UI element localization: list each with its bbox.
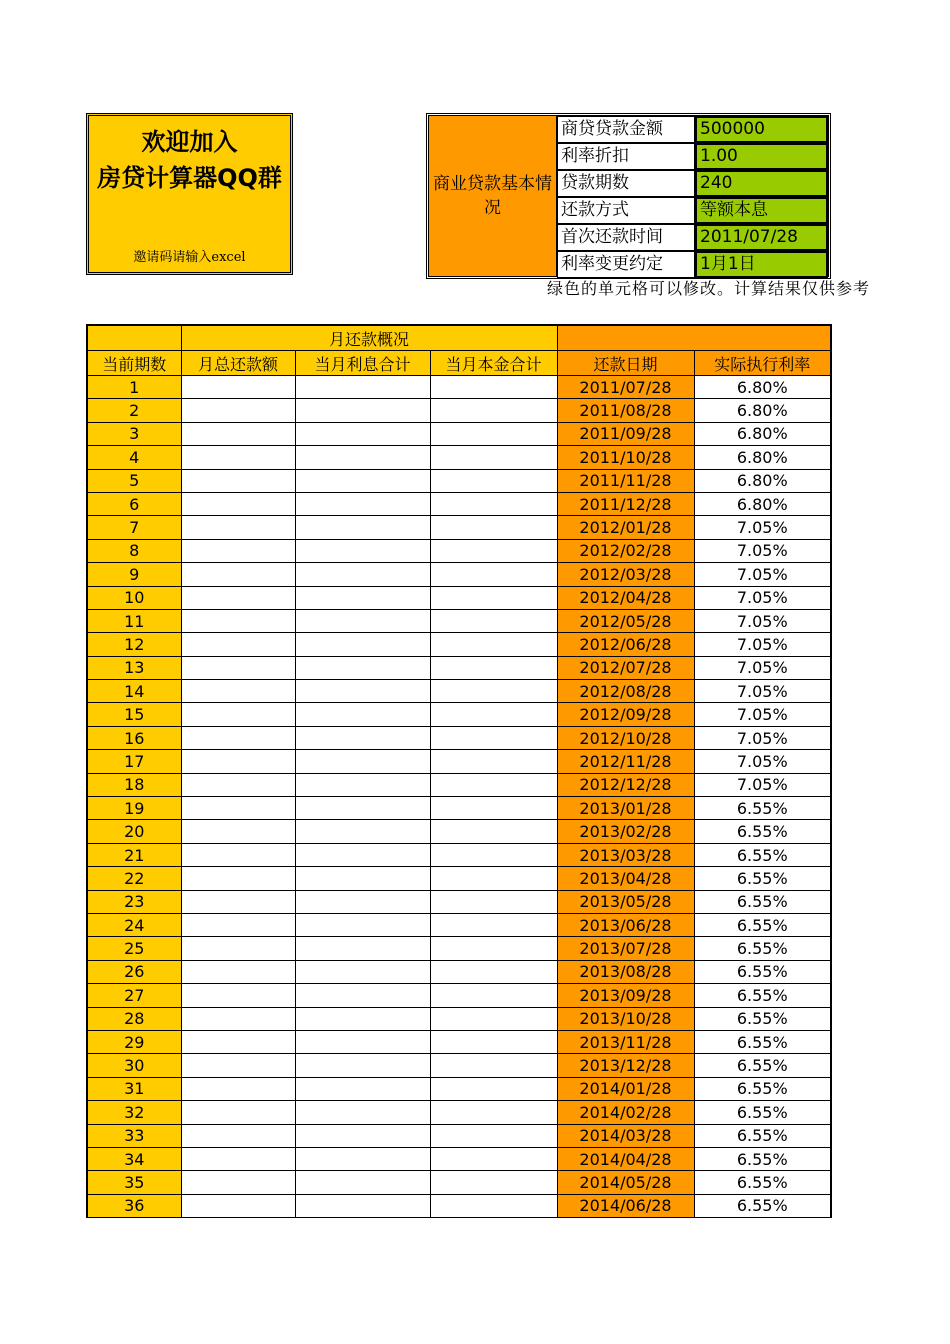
principal-cell [430,680,557,703]
principal-cell [430,820,557,843]
interest-cell [295,1054,430,1077]
table-row [87,469,831,492]
table-row [87,446,831,469]
date-cell: 2012/04/28 [557,586,694,609]
table-row [87,843,831,866]
monthly-total-cell [181,890,295,913]
rate-cell: 7.05% [694,563,831,586]
period-cell: 6 [87,492,181,515]
interest-cell [295,563,430,586]
rate-cell: 6.55% [694,960,831,983]
date-cell: 2013/01/28 [557,797,694,820]
table-row [87,1007,831,1030]
info-label: 首次还款时间 [557,224,695,251]
monthly-total-cell [181,867,295,890]
interest-cell [295,1030,430,1053]
period-cell: 15 [87,703,181,726]
monthly-total-cell [181,820,295,843]
date-cell: 2012/01/28 [557,516,694,539]
monthly-total-cell [181,656,295,679]
interest-cell [295,656,430,679]
interest-cell [295,422,430,445]
date-cell: 2014/04/28 [557,1147,694,1170]
interest-cell [295,820,430,843]
principal-cell [430,1194,557,1217]
repayment-table [86,324,832,1218]
principal-cell [430,1077,557,1100]
period-cell: 24 [87,913,181,936]
monthly-total-cell [181,1124,295,1147]
col-header-principal: 当月本金合计 [430,351,557,376]
principal-cell [430,656,557,679]
principal-cell [430,1147,557,1170]
info-label: 还款方式 [557,197,695,224]
date-cell: 2013/12/28 [557,1054,694,1077]
rate-cell: 6.55% [694,1030,831,1053]
table-row [87,820,831,843]
col-header-total: 月总还款额 [181,351,295,376]
table-row [87,1194,831,1217]
principal-cell [430,726,557,749]
rate-cell: 6.55% [694,1124,831,1147]
rate-cell: 6.80% [694,469,831,492]
period-cell: 8 [87,539,181,562]
principal-cell [430,586,557,609]
date-cell: 2013/10/28 [557,1007,694,1030]
period-cell: 25 [87,937,181,960]
period-cell: 33 [87,1124,181,1147]
period-cell: 7 [87,516,181,539]
col-header-period: 当前期数 [87,351,181,376]
group-header-blank [557,325,831,351]
table-row [87,609,831,632]
period-cell: 34 [87,1147,181,1170]
interest-cell [295,843,430,866]
monthly-total-cell [181,516,295,539]
rate-cell: 6.55% [694,1194,831,1217]
interest-cell [295,1007,430,1030]
header-blank-cell [87,325,181,351]
period-cell: 12 [87,633,181,656]
col-header-interest: 当月利息合计 [295,351,430,376]
interest-cell [295,1124,430,1147]
date-cell: 2012/10/28 [557,726,694,749]
monthly-total-cell [181,1077,295,1100]
period-cell: 28 [87,1007,181,1030]
period-cell: 30 [87,1054,181,1077]
interest-cell [295,890,430,913]
principal-cell [430,703,557,726]
period-cell: 3 [87,422,181,445]
date-cell: 2012/09/28 [557,703,694,726]
table-row [87,750,831,773]
rate-cell: 6.80% [694,422,831,445]
interest-cell [295,539,430,562]
date-cell: 2014/01/28 [557,1077,694,1100]
rate-cell: 6.55% [694,843,831,866]
monthly-total-cell [181,446,295,469]
info-label: 贷款期数 [557,170,695,197]
period-cell: 21 [87,843,181,866]
period-cell: 13 [87,656,181,679]
loan-periods-input[interactable]: 240 [695,170,828,197]
table-row [87,1077,831,1100]
table-row [87,1101,831,1124]
table-row [87,913,831,936]
rate-cell: 7.05% [694,703,831,726]
interest-cell [295,1147,430,1170]
monthly-total-cell [181,563,295,586]
loan-info-panel [426,113,831,279]
interest-cell [295,680,430,703]
date-cell: 2011/09/28 [557,422,694,445]
monthly-total-cell [181,376,295,399]
period-cell: 31 [87,1077,181,1100]
interest-cell [295,703,430,726]
interest-cell [295,586,430,609]
info-row-first-date [557,224,828,251]
monthly-total-cell [181,843,295,866]
date-cell: 2013/03/28 [557,843,694,866]
interest-cell [295,469,430,492]
principal-cell [430,937,557,960]
interest-cell [295,867,430,890]
table-row [87,516,831,539]
interest-cell [295,376,430,399]
period-cell: 36 [87,1194,181,1217]
monthly-total-cell [181,937,295,960]
principal-cell [430,399,557,422]
monthly-total-cell [181,1101,295,1124]
monthly-total-cell [181,750,295,773]
table-row [87,656,831,679]
loan-info-header: 商业贷款基本情况 [429,116,557,276]
table-row [87,797,831,820]
monthly-total-cell [181,633,295,656]
monthly-total-cell [181,703,295,726]
welcome-subtitle: 房贷计算器QQ群 [97,164,282,192]
principal-cell [430,563,557,586]
period-cell: 16 [87,726,181,749]
period-cell: 5 [87,469,181,492]
period-cell: 4 [87,446,181,469]
principal-cell [430,469,557,492]
principal-cell [430,633,557,656]
date-cell: 2011/08/28 [557,399,694,422]
monthly-total-cell [181,1054,295,1077]
rate-cell: 6.55% [694,867,831,890]
info-row-rate-change [557,251,828,278]
principal-cell [430,376,557,399]
date-cell: 2011/10/28 [557,446,694,469]
principal-cell [430,1007,557,1030]
period-cell: 18 [87,773,181,796]
group-header-monthly: 月还款概况 [181,325,557,351]
interest-cell [295,1077,430,1100]
principal-cell [430,516,557,539]
table-row [87,399,831,422]
table-row [87,726,831,749]
rate-cell: 6.55% [694,937,831,960]
rate-cell: 6.55% [694,1171,831,1194]
period-cell: 1 [87,376,181,399]
rate-cell: 6.55% [694,984,831,1007]
rate-cell: 6.80% [694,446,831,469]
date-cell: 2012/03/28 [557,563,694,586]
principal-cell [430,422,557,445]
monthly-total-cell [181,680,295,703]
rate-cell: 6.55% [694,890,831,913]
period-cell: 2 [87,399,181,422]
interest-cell [295,1101,430,1124]
col-header-date: 还款日期 [557,351,694,376]
date-cell: 2012/06/28 [557,633,694,656]
principal-cell [430,1054,557,1077]
principal-cell [430,750,557,773]
date-cell: 2013/11/28 [557,1030,694,1053]
rate-cell: 7.05% [694,773,831,796]
invite-code-hint: 邀请码请输入excel [133,250,246,265]
monthly-total-cell [181,1194,295,1217]
monthly-total-cell [181,469,295,492]
period-cell: 23 [87,890,181,913]
editable-note: 绿色的单元格可以修改。计算结果仅供参考 [546,279,870,298]
info-label: 利率变更约定 [557,251,695,278]
principal-cell [430,539,557,562]
rate-cell: 6.55% [694,820,831,843]
rate-cell: 7.05% [694,680,831,703]
principal-cell [430,492,557,515]
table-row [87,1171,831,1194]
principal-cell [430,890,557,913]
rate-cell: 7.05% [694,726,831,749]
period-cell: 17 [87,750,181,773]
interest-cell [295,399,430,422]
interest-cell [295,797,430,820]
interest-cell [295,773,430,796]
monthly-total-cell [181,399,295,422]
interest-cell [295,492,430,515]
rate-cell: 7.05% [694,516,831,539]
table-row [87,539,831,562]
date-cell: 2013/09/28 [557,984,694,1007]
date-cell: 2011/12/28 [557,492,694,515]
rate-cell: 7.05% [694,609,831,632]
rate-cell: 6.55% [694,1147,831,1170]
table-row [87,703,831,726]
table-row [87,1147,831,1170]
col-header-rate: 实际执行利率 [694,351,831,376]
monthly-total-cell [181,1030,295,1053]
period-cell: 20 [87,820,181,843]
monthly-total-cell [181,422,295,445]
table-row [87,1030,831,1053]
interest-cell [295,609,430,632]
table-row [87,586,831,609]
info-row-amount [557,116,828,143]
rate-change-date-input[interactable]: 1月1日 [695,251,828,278]
principal-cell [430,1101,557,1124]
date-cell: 2012/07/28 [557,656,694,679]
monthly-total-cell [181,586,295,609]
date-cell: 2012/02/28 [557,539,694,562]
interest-cell [295,446,430,469]
period-cell: 10 [87,586,181,609]
interest-cell [295,960,430,983]
rate-cell: 6.80% [694,492,831,515]
principal-cell [430,843,557,866]
welcome-title: 欢迎加入 [141,128,238,156]
principal-cell [430,1030,557,1053]
monthly-total-cell [181,960,295,983]
date-cell: 2014/06/28 [557,1194,694,1217]
monthly-total-cell [181,913,295,936]
principal-cell [430,984,557,1007]
rate-cell: 6.55% [694,1007,831,1030]
monthly-total-cell [181,609,295,632]
info-label: 商贷贷款金额 [557,116,695,143]
period-cell: 11 [87,609,181,632]
period-cell: 22 [87,867,181,890]
info-row-method [557,197,828,224]
rate-cell: 7.05% [694,750,831,773]
principal-cell [430,797,557,820]
monthly-total-cell [181,1007,295,1030]
principal-cell [430,446,557,469]
first-payment-date-input[interactable]: 2011/07/28 [695,224,828,251]
repayment-method-input[interactable]: 等额本息 [695,197,828,224]
table-row [87,937,831,960]
table-row [87,867,831,890]
date-cell: 2011/07/28 [557,376,694,399]
rate-cell: 6.55% [694,913,831,936]
table-row [87,563,831,586]
date-cell: 2013/02/28 [557,820,694,843]
rate-discount-input[interactable]: 1.00 [695,143,828,170]
interest-cell [295,1194,430,1217]
period-cell: 26 [87,960,181,983]
interest-cell [295,913,430,936]
monthly-total-cell [181,539,295,562]
table-row [87,1054,831,1077]
principal-cell [430,960,557,983]
period-cell: 35 [87,1171,181,1194]
rate-cell: 7.05% [694,633,831,656]
principal-cell [430,773,557,796]
period-cell: 29 [87,1030,181,1053]
monthly-total-cell [181,1147,295,1170]
rate-cell: 6.80% [694,399,831,422]
principal-cell [430,913,557,936]
welcome-box [86,113,293,275]
date-cell: 2013/08/28 [557,960,694,983]
date-cell: 2012/12/28 [557,773,694,796]
principal-cell [430,609,557,632]
rate-cell: 6.55% [694,1054,831,1077]
interest-cell [295,750,430,773]
period-cell: 27 [87,984,181,1007]
interest-cell [295,516,430,539]
monthly-total-cell [181,797,295,820]
interest-cell [295,937,430,960]
date-cell: 2012/11/28 [557,750,694,773]
date-cell: 2012/08/28 [557,680,694,703]
loan-amount-input[interactable]: 500000 [695,116,828,143]
period-cell: 32 [87,1101,181,1124]
rate-cell: 6.55% [694,1101,831,1124]
table-row [87,1124,831,1147]
rate-cell: 6.80% [694,376,831,399]
table-row [87,422,831,445]
date-cell: 2013/06/28 [557,913,694,936]
interest-cell [295,633,430,656]
monthly-total-cell [181,773,295,796]
table-row [87,960,831,983]
date-cell: 2014/03/28 [557,1124,694,1147]
rate-cell: 7.05% [694,586,831,609]
date-cell: 2013/05/28 [557,890,694,913]
rate-cell: 6.55% [694,797,831,820]
date-cell: 2014/02/28 [557,1101,694,1124]
rate-cell: 7.05% [694,656,831,679]
principal-cell [430,867,557,890]
interest-cell [295,726,430,749]
table-row [87,376,831,399]
monthly-total-cell [181,984,295,1007]
table-row [87,773,831,796]
monthly-total-cell [181,492,295,515]
table-row [87,984,831,1007]
table-row [87,492,831,515]
date-cell: 2013/04/28 [557,867,694,890]
table-row [87,680,831,703]
table-row [87,633,831,656]
date-cell: 2011/11/28 [557,469,694,492]
table-row [87,890,831,913]
monthly-total-cell [181,726,295,749]
info-label: 利率折扣 [557,143,695,170]
period-cell: 19 [87,797,181,820]
period-cell: 9 [87,563,181,586]
principal-cell [430,1124,557,1147]
interest-cell [295,984,430,1007]
monthly-total-cell [181,1171,295,1194]
info-row-periods [557,170,828,197]
rate-cell: 7.05% [694,539,831,562]
info-row-discount [557,143,828,170]
date-cell: 2014/05/28 [557,1171,694,1194]
date-cell: 2013/07/28 [557,937,694,960]
period-cell: 14 [87,680,181,703]
interest-cell [295,1171,430,1194]
principal-cell [430,1171,557,1194]
date-cell: 2012/05/28 [557,609,694,632]
rate-cell: 6.55% [694,1077,831,1100]
